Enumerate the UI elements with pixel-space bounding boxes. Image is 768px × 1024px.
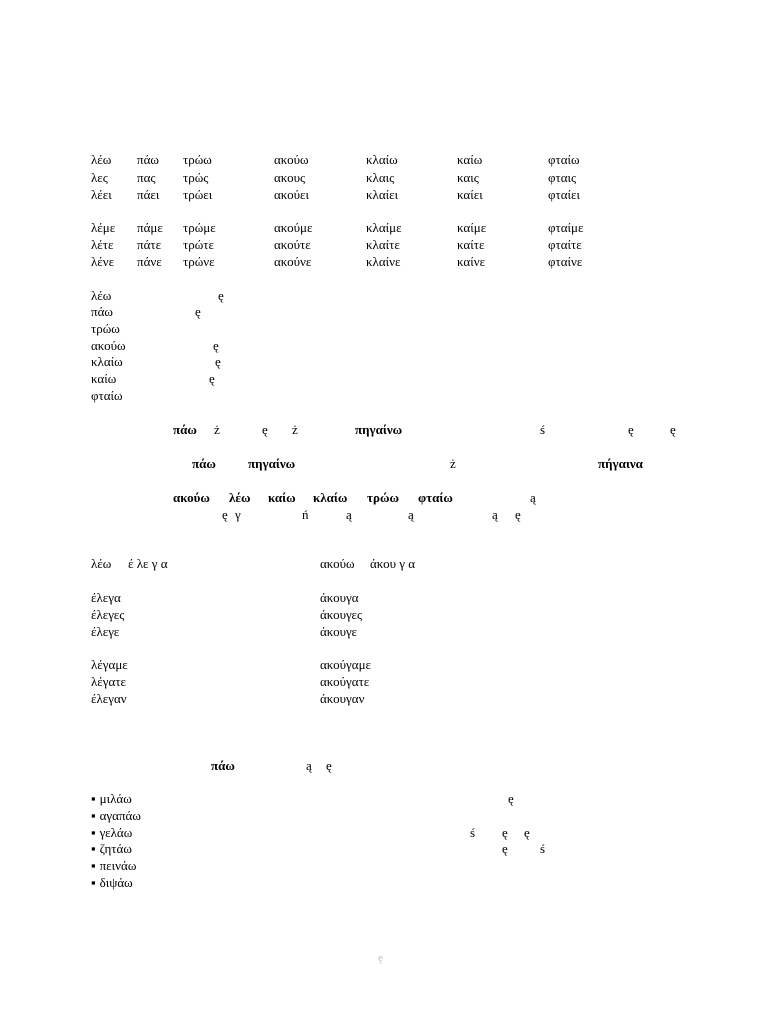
table-cell: τρώς [183, 170, 209, 185]
table-cell: τρώνε [183, 254, 215, 269]
list-item: έλεγα [91, 590, 121, 605]
mark: ń [302, 507, 309, 522]
table-cell: κλαίνε [366, 254, 401, 269]
table-cell: τρώμε [183, 220, 216, 235]
table-cell: κλαίτε [366, 237, 400, 252]
table-cell: πάτε [137, 237, 162, 252]
table-cell: ακούμε [274, 220, 313, 235]
table-cell: πας [137, 170, 156, 185]
mark: ę [670, 422, 676, 437]
mark: ę [502, 825, 508, 840]
list-item: λέγατε [91, 674, 127, 689]
table-cell: φταίμε [548, 220, 584, 235]
verb-item: κλαίω [91, 354, 123, 369]
past-head-form: έ λε γ α [128, 556, 168, 571]
bold-word: λέω [229, 490, 251, 505]
bold-word: πάω [211, 758, 235, 773]
list-item: άκουγε [320, 624, 357, 639]
mark: ę [524, 825, 530, 840]
table-cell: ακους [274, 170, 306, 185]
list-item: ▪ πεινάω [91, 858, 136, 874]
bold-word: πάω [173, 422, 197, 437]
mark: ą [530, 490, 536, 505]
table-cell: πάμε [137, 220, 163, 235]
mark: ż [214, 422, 220, 437]
verb-item: φταίω [91, 388, 123, 403]
bold-word: τρώω [367, 490, 399, 505]
mark: ą [492, 507, 498, 522]
table-cell: πάνε [137, 254, 162, 269]
table-cell: φταίνε [548, 254, 583, 269]
mark: ż [450, 456, 456, 471]
table-cell: λέει [91, 187, 112, 202]
table-cell: ακούω [274, 152, 309, 167]
verb-mark: ę [195, 304, 201, 319]
verb-mark: ę [218, 288, 224, 303]
table-cell: φταίω [548, 152, 580, 167]
bold-word: πήγαινα [598, 456, 643, 471]
table-cell: καίμε [457, 220, 487, 235]
bold-word: πηγαίνω [355, 422, 403, 437]
verb-mark: ę [209, 371, 215, 386]
bold-word: κλαίω [313, 490, 348, 505]
table-cell: φταίει [548, 187, 580, 202]
mark: ż [292, 422, 298, 437]
list-item: ▪ διψάω [91, 875, 133, 891]
table-cell: καίτε [457, 237, 485, 252]
table-cell: πάω [137, 152, 159, 167]
verb-item: ακούω [91, 338, 126, 353]
past-head-verb: ακούω [320, 556, 355, 571]
bold-word: πάω [192, 456, 216, 471]
table-cell: τρώω [183, 152, 212, 167]
table-cell: φταίτε [548, 237, 582, 252]
mark: ę [502, 841, 508, 856]
past-head-form: άκου γ α [370, 556, 416, 571]
table-cell: καίει [457, 187, 483, 202]
table-cell: κλαις [366, 170, 395, 185]
mark: γ [235, 507, 241, 522]
verb-item: πάω [91, 304, 113, 319]
mark: ę [222, 507, 228, 522]
list-item: ▪ γελάω [91, 825, 132, 841]
mark: ę [262, 422, 268, 437]
list-item: έλεγε [91, 624, 120, 639]
list-item: ▪ μιλάω [91, 791, 132, 807]
table-cell: ακούτε [274, 237, 311, 252]
past-head-verb: λέω [91, 556, 112, 571]
table-cell: λέω [91, 152, 112, 167]
mark: ś [540, 841, 546, 856]
list-item: λέγαμε [91, 657, 128, 672]
list-item: άκουγα [320, 590, 359, 605]
table-cell: κλαίμε [366, 220, 402, 235]
table-cell: καις [457, 170, 479, 185]
table-cell: καίνε [457, 254, 486, 269]
mark: ę [326, 758, 332, 773]
table-cell: κλαίω [366, 152, 398, 167]
table-cell: λέτε [91, 237, 114, 252]
verb-item: καίω [91, 371, 117, 386]
list-item: ακούγαμε [320, 657, 371, 672]
list-item: έλεγαν [91, 691, 127, 706]
verb-item: τρώω [91, 321, 120, 336]
table-cell: τρώει [183, 187, 213, 202]
table-cell: κλαίει [366, 187, 399, 202]
page-footer-mark: ę [378, 952, 383, 964]
table-cell: λέμε [91, 220, 116, 235]
table-cell: τρώτε [183, 237, 214, 252]
verb-mark: ę [215, 354, 221, 369]
list-item: έλεγες [91, 607, 125, 622]
table-cell: ακούνε [274, 254, 312, 269]
mark: ę [515, 507, 521, 522]
mark: ą [408, 507, 414, 522]
list-item: ▪ αγαπάω [91, 808, 141, 824]
bold-word: πηγαίνω [248, 456, 296, 471]
bold-word: ακούω [173, 490, 210, 505]
table-cell: φταις [548, 170, 577, 185]
bold-word: φταίω [418, 490, 453, 505]
list-item: ▪ ζητάω [91, 841, 132, 857]
mark: ś [470, 825, 476, 840]
list-item: άκουγαν [320, 691, 365, 706]
bold-word: καίω [268, 490, 296, 505]
table-cell: καίω [457, 152, 483, 167]
table-cell: πάει [137, 187, 160, 202]
table-cell: ακούει [274, 187, 309, 202]
table-cell: λένε [91, 254, 115, 269]
mark: ę [508, 791, 514, 806]
mark: ś [540, 422, 546, 437]
mark: ę [628, 422, 634, 437]
list-item: ακούγατε [320, 674, 370, 689]
mark: ą [306, 758, 312, 773]
list-item: άκουγες [320, 607, 363, 622]
mark: ą [346, 507, 352, 522]
verb-item: λέω [91, 288, 112, 303]
verb-mark: ę [213, 338, 219, 353]
table-cell: λες [91, 170, 108, 185]
